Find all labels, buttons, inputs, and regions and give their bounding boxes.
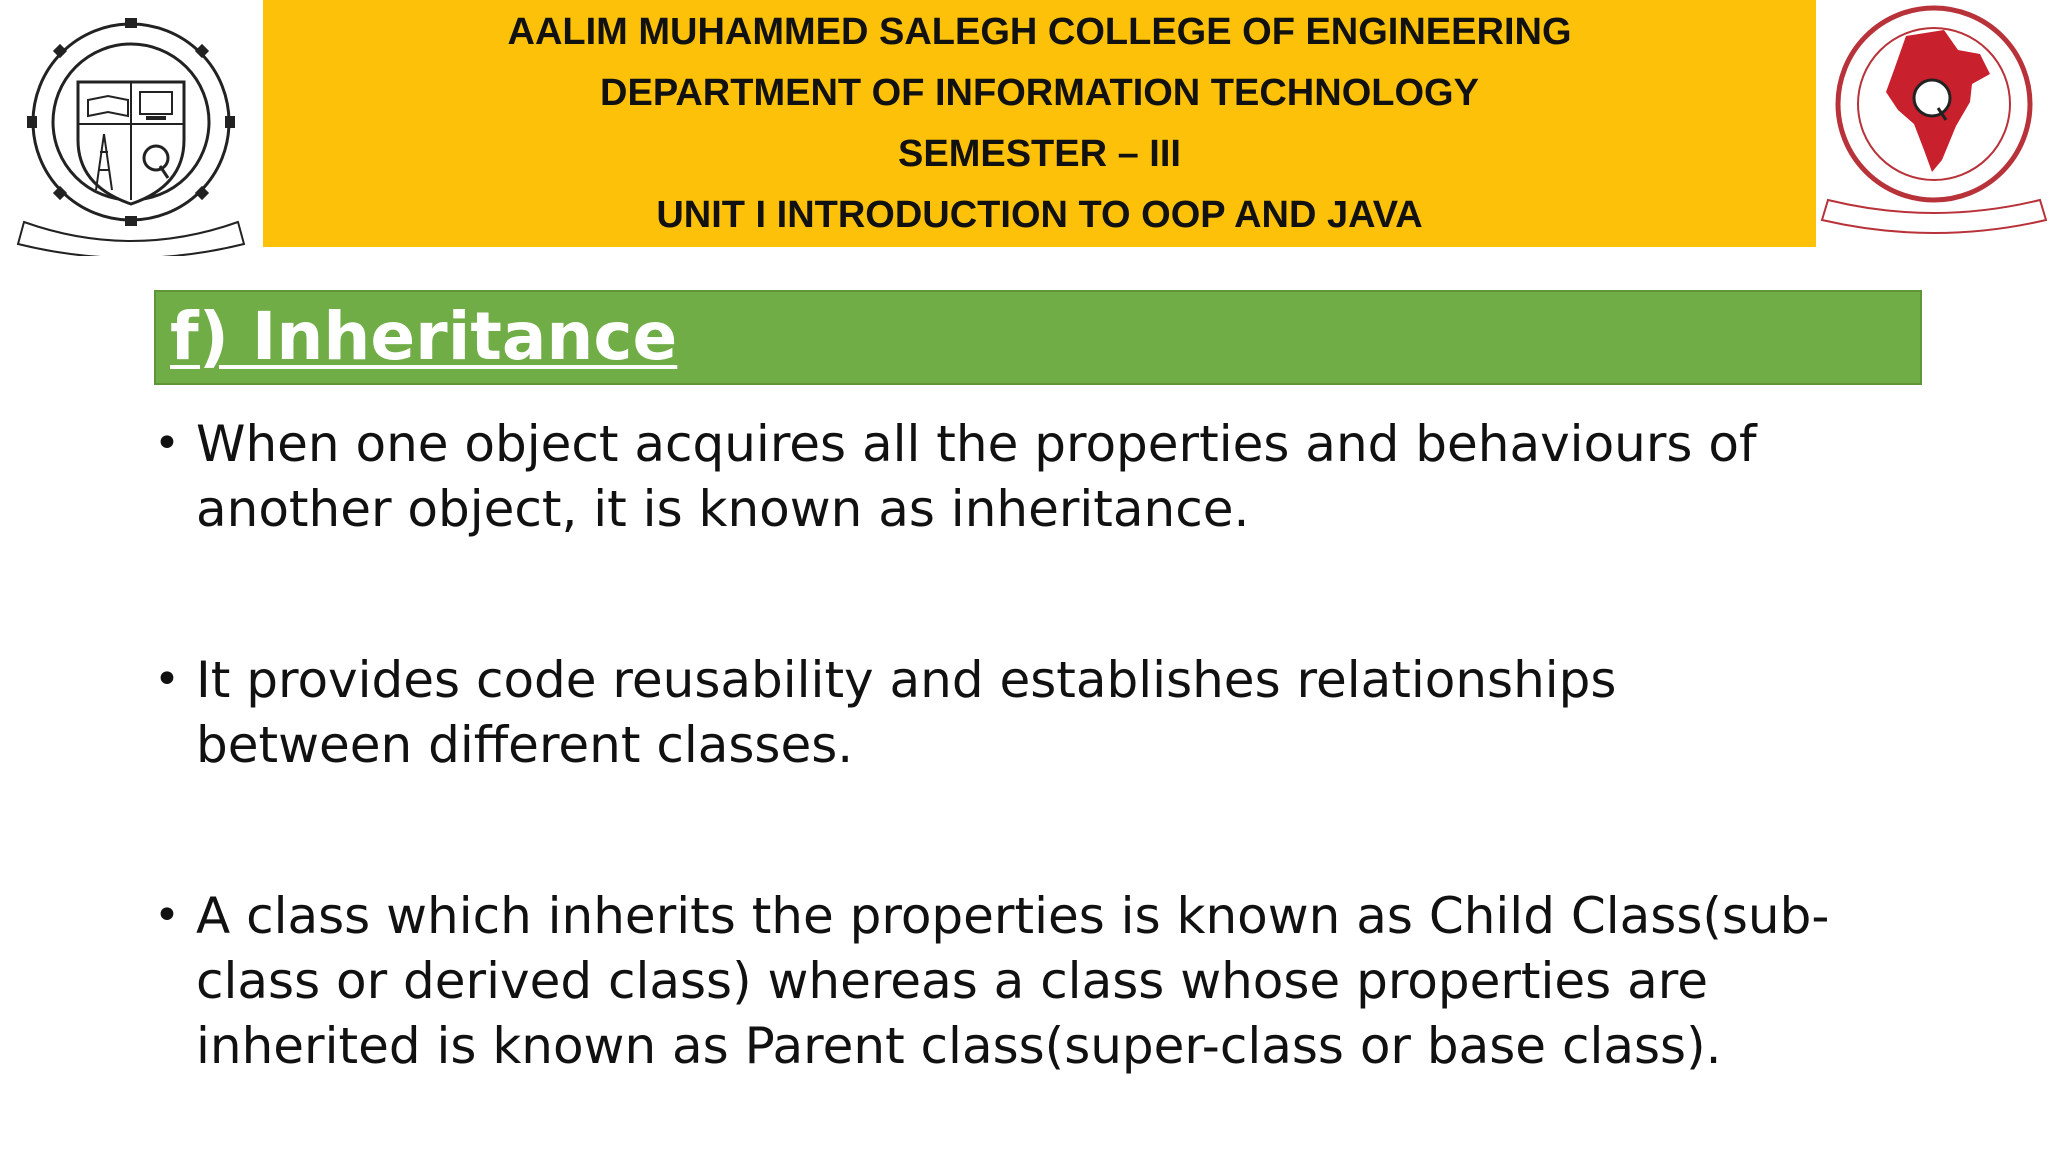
bullet-item <box>154 648 1954 778</box>
bullet-text: When one object acquires all the properties and behaviours of another object, it is known as inheritance. <box>196 415 1757 538</box>
college-emblem-logo <box>0 0 262 256</box>
bullet-marker: • <box>154 654 180 705</box>
college-name: AALIM MUHAMMED SALEGH COLLEGE OF ENGINEERING <box>507 10 1572 53</box>
slide-title: f) Inheritance <box>170 298 678 375</box>
unit-title: UNIT I INTRODUCTION TO OOP AND JAVA <box>656 193 1423 236</box>
bullet-item <box>154 412 1954 542</box>
semester-label: SEMESTER – III <box>898 132 1181 175</box>
bullet-text: It provides code reusability and establishes relationships between different classes. <box>196 651 1617 774</box>
bullet-marker: • <box>154 890 180 941</box>
slide-title-bar <box>154 290 1922 385</box>
bullet-marker: • <box>154 418 180 469</box>
bullet-text: A class which inherits the properties is known as Child Class(sub-class or derived class) whereas a class whose properties are inherited is known as Parent class(super-class or base class). <box>196 887 1830 1075</box>
naac-seal-logo <box>1820 0 2048 240</box>
bullet-item <box>154 884 1954 1079</box>
header-band <box>263 0 1816 247</box>
department-name: DEPARTMENT OF INFORMATION TECHNOLOGY <box>600 71 1479 114</box>
